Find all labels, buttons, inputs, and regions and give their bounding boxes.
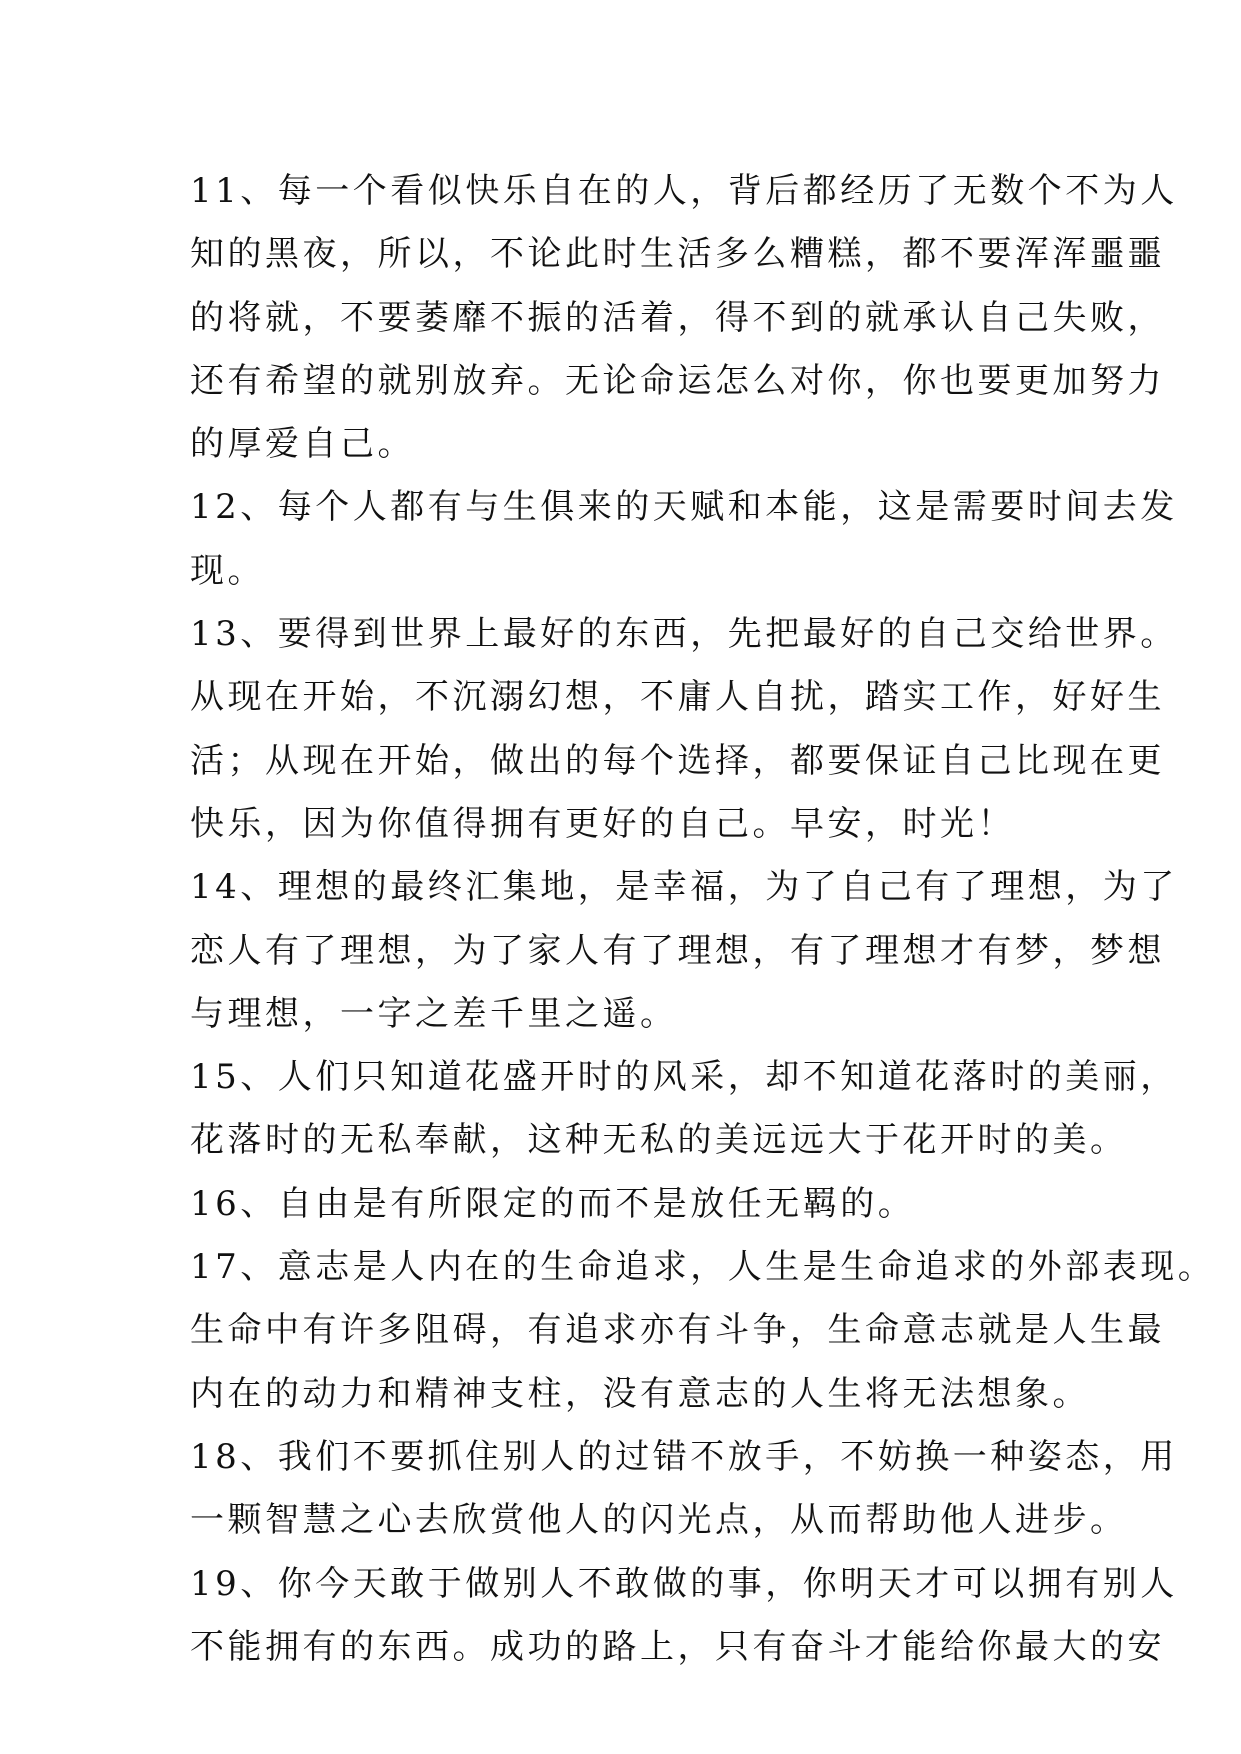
- text-line: 12、每个人都有与生俱来的天赋和本能，这是需要时间去发: [190, 487, 1178, 528]
- text-line: 恋人有了理想，为了家人有了理想，有了理想才有梦，梦想: [190, 930, 1165, 971]
- document-body: [190, 160, 1216, 1679]
- text-line: 19、你今天敢于做别人不敢做的事，你明天才可以拥有别人: [190, 1563, 1178, 1604]
- text-line: 11、每一个看似快乐自在的人，背后都经历了无数个不为人: [190, 171, 1178, 211]
- text-line: 18、我们不要抓住别人的过错不放手，不妨换一种姿态，用: [190, 1436, 1178, 1477]
- text-line: 15、人们只知道花盛开时的风采，却不知道花落时的美丽，: [190, 1057, 1178, 1098]
- text-line: 花落时的无私奉献，这种无私的美远远大于花开时的美。: [190, 1120, 1128, 1161]
- text-line: 与理想，一字之差千里之遥。: [190, 993, 678, 1034]
- text-line: 不能拥有的东西。成功的路上，只有奋斗才能给你最大的安: [190, 1626, 1165, 1667]
- text-line: 的将就，不要萎靡不振的活着，得不到的就承认自己失败，: [190, 297, 1165, 338]
- text-line: 14、理想的最终汇集地，是幸福，为了自己有了理想，为了: [190, 867, 1178, 908]
- text-line: 还有希望的就别放弃。无论命运怎么对你，你也要更加努力: [190, 360, 1165, 401]
- text-line: 生命中有许多阻碍，有追求亦有斗争，生命意志就是人生最: [190, 1310, 1165, 1351]
- text-line: 13、要得到世界上最好的东西，先把最好的自己交给世界。: [190, 614, 1178, 655]
- text-line: 知的黑夜，所以，不论此时生活多么糟糕，都不要浑浑噩噩: [190, 234, 1165, 275]
- text-line: 从现在开始，不沉溺幻想，不庸人自扰，踏实工作，好好生: [190, 677, 1165, 718]
- text-line: 的厚爱自己。: [190, 424, 415, 465]
- text-line: 17、意志是人内在的生命追求，人生是生命追求的外部表现。: [190, 1247, 1216, 1288]
- text-line: 一颗智慧之心去欣赏他人的闪光点，从而帮助他人进步。: [190, 1500, 1128, 1541]
- text-line: 现。: [190, 550, 265, 591]
- text-line: 16、自由是有所限定的而不是放任无羁的。: [190, 1183, 916, 1224]
- text-line: 内在的动力和精神支柱，没有意志的人生将无法想象。: [190, 1373, 1090, 1414]
- text-line: 活；从现在开始，做出的每个选择，都要保证自己比现在更: [190, 740, 1165, 781]
- text-line: 快乐，因为你值得拥有更好的自己。早安，时光！: [190, 803, 1015, 844]
